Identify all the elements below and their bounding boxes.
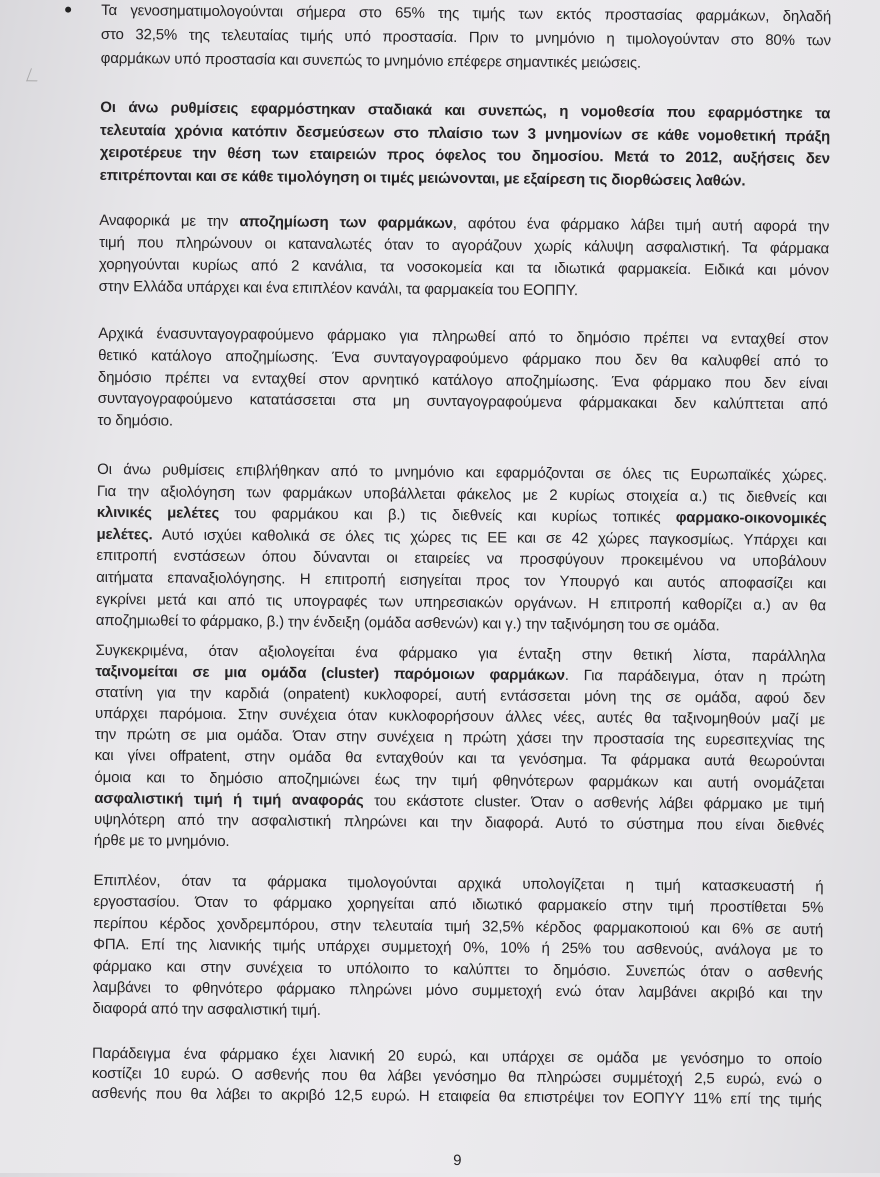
paragraph xyxy=(97,323,828,438)
paragraph xyxy=(94,640,826,857)
text: το δημόσιο. xyxy=(97,412,173,430)
text: Συγκεκριμένα, όταν αξιολογείται ένα φάρμακο για ένταξη στην θετική λίστα, παράλληλα xyxy=(95,641,826,666)
bold-text: αποζημίωση των φαρμάκων xyxy=(239,213,453,233)
text: ασθενής που θα λάβει το ακριβό 12,5 ευρώ. Η εταιφεία θα επιστρέψει τον ΕΟΠΥΥ 11% επί της τιμής xyxy=(91,1084,822,1109)
paragraph xyxy=(101,0,832,77)
text: κοστίζει 10 ευρώ. Ο ασθενής που θα λάβει γενόσημο θα πληρώσει συμμέτοχή 2,5 ευρώ, ενώ ο xyxy=(91,1064,822,1089)
bold-text: κλινικές μελέτες xyxy=(96,504,220,523)
bold-text: χειροτέρευε την θέση των εταιρειών προς όφελος του δημοσίου. Μετά το 2012, αυξήσεις δεν xyxy=(99,143,830,168)
text: εγκρίνει μετά και από τις υπογραφές των υπηρεσιακών οργάνων. Η επιτροπή καθορίζει α.) αν θα xyxy=(95,590,827,614)
bold-text: Οι άνω ρυθμίσεις εφαρμόστηκαν σταδιακά και συνεπώς, η νομοθεσία που εφαρμόστηκε τα xyxy=(100,98,831,123)
text: θετικό κατάλογο αποζημίωσης. Ένα συνταγογραφούμενο φάρμακο που δεν θα καλυφθεί από το xyxy=(98,346,829,371)
text: υπάρχει παρόμοια. Στην συνέχεια όταν κυκλοφορήσουν άλλες νέες, αυτές θα ταξινομηθούν μαζί με xyxy=(94,705,826,729)
text: Οι άνω ρυθμίσεις επιβλήθηκαν από το μνημόνιο και εφαρμόζονται σε όλες τις Ευρωπαϊκές χώρες. xyxy=(97,460,828,485)
text: , αφότου ένα φάρμακο λάβει τιμή αυτή αφορά την xyxy=(452,215,830,236)
text: υψηλότερη από την ασφαλιστική πληρώνει και την διαφορά. Αυτό το σύστημα που είναι διεθνές xyxy=(93,810,825,835)
bold-text: μελέτες. xyxy=(96,525,153,544)
text: Επιπλέον, όταν τα φάρμακα τιμολογούνται αρχικά υπολογίζεται η τιμή κατασκευαστή ή xyxy=(93,871,824,896)
text: δημόσιο πρέπει να ενταχθεί στον αρνητικό κατάλογο αποζημίωσης. Ένα φάρμακο που δεν είναι xyxy=(97,368,828,392)
text: του φαρμάκου και β.) τις διεθνείς και κυρίως τοπικές xyxy=(219,505,676,527)
pen-mark-icon xyxy=(26,68,42,81)
text: συνταγογραφούμενο κατατάσσεται στα μη συνταγογραφούμενα φάρμακακαι δεν καλύπτεται από xyxy=(97,390,828,414)
text: Αναφορικά με την xyxy=(99,211,240,231)
text: Τα γενοσηματιμολογούνται σήμερα στο 65% της τιμής των εκτός προστασίας φαρμάκων, δηλαδή xyxy=(101,1,832,26)
paragraph xyxy=(100,97,831,193)
text: χορηγούνται κυρίως από 2 κανάλια, τα νοσοκομεία και τα ιδιωτικά φαρμακεία. Ειδικά και μόνον xyxy=(98,255,829,280)
text: φάρμακο και στην συνέχεια το υπόλοιπο το καλύπτει το δημόσιο. Συνεπώς όταν ο ασθενής xyxy=(92,957,823,981)
bold-text: ασφαλιστική τιμή ή τιμή αναφοράς xyxy=(94,789,364,809)
text: ήρθε με το μνημόνιο. xyxy=(93,831,230,850)
text: Αρχικά ένασυνταγογραφούμενο φάρμακο για πληρωθεί από το δημόσιο πρέπει να ενταχθεί στον xyxy=(98,324,829,349)
text: λαμβάνει το φθηνότερο φάρμακο πληρώνει μόνο συμμετοχή ενώ όταν λαμβάνει ακριβό και την xyxy=(92,978,823,1003)
text: εργοστασίου. Όταν το φάρμακο χορηγείται από ιδιωτικό φαρμακείο στην τιμή προστίθεται 5% xyxy=(93,893,824,917)
text: περίπου κέρδος χονδρεμπόρου, στην τελευταία τιμή 32,5% κέρδος φαρμακοποιού και 6% σε αυτή xyxy=(93,914,824,939)
text: την πρώτη σε μια ομάδα. Όταν στην συνέχεια η πρώτη χάσει την προστασία της ευρεσιτεχνίας της xyxy=(94,726,825,750)
text: στο 32,5% της τελευταίας τιμής υπό προστασία. Πριν το μνημόνιο η τιμολογούνταν στο 80% των xyxy=(100,25,831,50)
text: αιτήματα επαναξιολόγησης. Η επιτροπή εισηγείται προς τον Υπουργό και αυτός αποφασίζει και xyxy=(96,568,827,593)
text: φαρμάκων υπό προστασία και συνεπώς το μνημόνιο επέφερε σημαντικές μειώσεις. xyxy=(100,49,642,72)
bold-text: επιτρέπονται και σε κάθε τιμολόγηση οι τιμές μειώνονται, με εξαίρεση τις διορθώσεις λαθών. xyxy=(99,166,746,190)
text: όμοια και το δημόσιο αποζημιώνει έως την τιμή φθηνότερων φαρμάκων και αυτή ονομάζεται xyxy=(94,768,825,792)
text: ΦΠΑ. Επί της λιανικής τιμής υπάρχει συμμετοχή 0%, 10% ή 25% του ασθενούς, ανάλογα με το xyxy=(92,936,824,960)
text: αποζημιωθεί το φάρμακο, β.) την ένδειξη (ομάδα ασθενών) και γ.) την ταξινόμηση του σε ομάδα. xyxy=(95,612,720,635)
text: Παράδειγμα ένα φάρμακο έχει λιανική 20 ευρώ, και υπάρχει σε ομάδα με γενόσημο το οποίο xyxy=(91,1044,823,1069)
text: του εκάστοτε cluster. Όταν ο ασθενής λάβει φάρμακο με τιμή xyxy=(363,791,825,813)
text: στην Ελλάδα υπάρχει και ένα επιπλέον κανάλι, τα φαρμακεία του ΕΟΠΠΥ. xyxy=(98,277,578,300)
text: . Για παράδειγμα, όταν η πρώτη xyxy=(564,667,826,687)
bullet-icon xyxy=(65,7,71,13)
bold-text: τελευταία χρόνια κατόπιν δεσμεύσεων στο πλαίσιο των 3 μνημονίων σε κάθε νομοθετική πράξη xyxy=(100,121,831,145)
bold-text: φαρμακο-οικονομικές xyxy=(675,509,827,528)
paragraph xyxy=(96,459,827,638)
text: Για την αξιολόγηση των φαρμάκων υποβάλλεται φάκελος με 2 κυρίως στοιχεία α.) τις διεθνείς και xyxy=(96,482,827,506)
paragraph xyxy=(92,1044,822,1110)
text: επιτροπή ενστάσεων όπου δύνανται οι εταιρείες να προσφύγουν προκειμένου να υποβάλουν xyxy=(96,547,827,571)
text: και γίνει offpatent, στην ομάδα θα ενταχθούν και τα γενόσημα. Τα φάρμακα αυτά θεωρούνται xyxy=(94,747,825,771)
text: Αυτό ισχύει καθολικά σε όλες τις χώρες τις ΕΕ και σε 42 χώρες παγκοσμίως. Υπάρχει και xyxy=(152,526,827,550)
page-number: 9 xyxy=(453,1152,462,1170)
paragraph xyxy=(99,210,830,304)
bold-text: ταξινομείται σε μια ομάδα (cluster) παρόμοιων φαρμάκων xyxy=(95,663,565,685)
text: στατίνη για την καρδιά (onpatent) κυκλοφορεί, αυτή εντάσσεται μόνη της σε ομάδα, αφού δεν xyxy=(95,684,826,708)
paragraph xyxy=(92,870,823,1026)
text: τιμή που πληρώνουν οι καταναλωτές όταν το αγοράζουν χωρίς κάλυψη ασφαλιστική. Τα φάρμακα xyxy=(99,233,830,258)
text: διαφορά από την ασφαλιστική τιμή. xyxy=(92,1000,321,1020)
